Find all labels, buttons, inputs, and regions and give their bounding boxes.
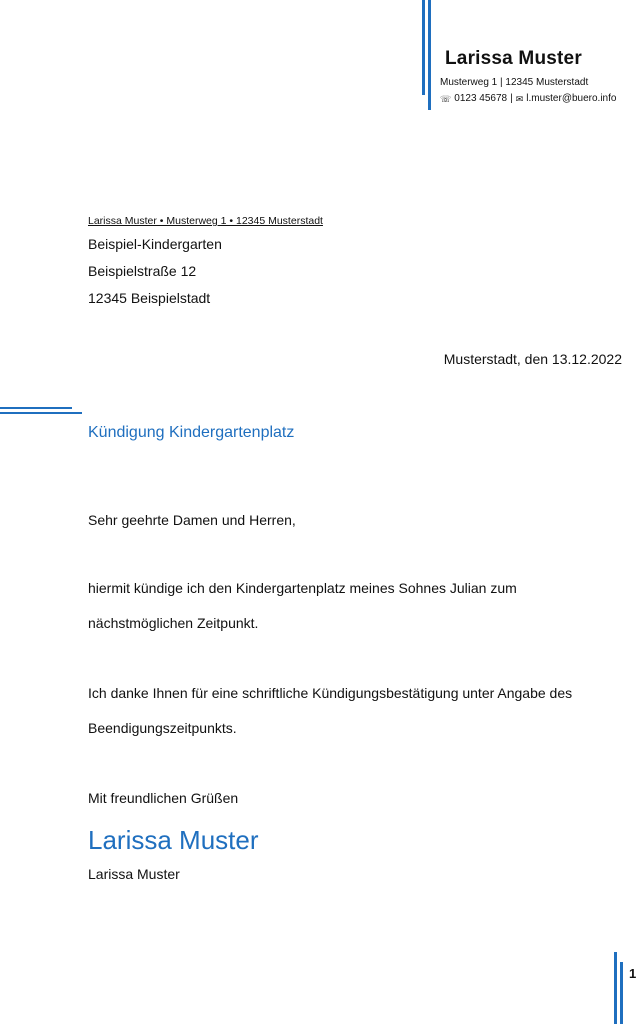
page-number: 1 xyxy=(629,966,637,981)
closing-phrase: Mit freundlichen Grüßen xyxy=(88,790,239,806)
paragraph-2-line-2: Beendigungszeitpunkts. xyxy=(88,720,237,736)
paragraph-2-line-1: Ich danke Ihnen für eine schriftliche Kündigungsbestätigung unter Angabe des xyxy=(88,685,573,701)
letter-date: Musterstadt, den 13.12.2022 xyxy=(443,351,622,367)
sender-return-line: Larissa Muster • Musterweg 1 • 12345 Musterstadt xyxy=(88,215,323,227)
recipient-name: Beispiel-Kindergarten xyxy=(88,236,222,252)
letter-subject: Kündigung Kindergartenplatz xyxy=(88,424,295,441)
recipient-city: 12345 Beispielstadt xyxy=(88,290,211,306)
letterhead-phone: 0123 45678 xyxy=(454,93,508,104)
footer-accent-bar-left xyxy=(614,952,617,1024)
letterhead-contact xyxy=(440,93,616,104)
letterhead-name: Larissa Muster xyxy=(445,48,582,69)
footer-accent-bar-right xyxy=(620,962,623,1024)
header-accent-bar-right xyxy=(428,0,431,110)
letterhead-email: l.muster@buero.info xyxy=(526,93,617,104)
recipient-street: Beispielstraße 12 xyxy=(88,263,197,279)
signature-script: Larissa Muster xyxy=(88,825,259,855)
fold-mark-upper xyxy=(0,407,72,409)
fold-mark-lower xyxy=(0,412,82,414)
header-accent-bar-left xyxy=(422,0,425,95)
salutation: Sehr geehrte Damen und Herren, xyxy=(88,512,296,528)
phone-icon: ☏ xyxy=(440,93,452,104)
letterhead-address: Musterweg 1 | 12345 Musterstadt xyxy=(440,77,589,88)
signature-printed-name: Larissa Muster xyxy=(88,866,180,882)
paragraph-1-line-2: nächstmöglichen Zeitpunkt. xyxy=(88,615,259,631)
mail-icon: ✉ xyxy=(515,93,524,104)
paragraph-1-line-1: hiermit kündige ich den Kindergartenplatz meines Sohnes Julian zum xyxy=(88,580,517,596)
letterhead-separator: | xyxy=(510,93,513,104)
